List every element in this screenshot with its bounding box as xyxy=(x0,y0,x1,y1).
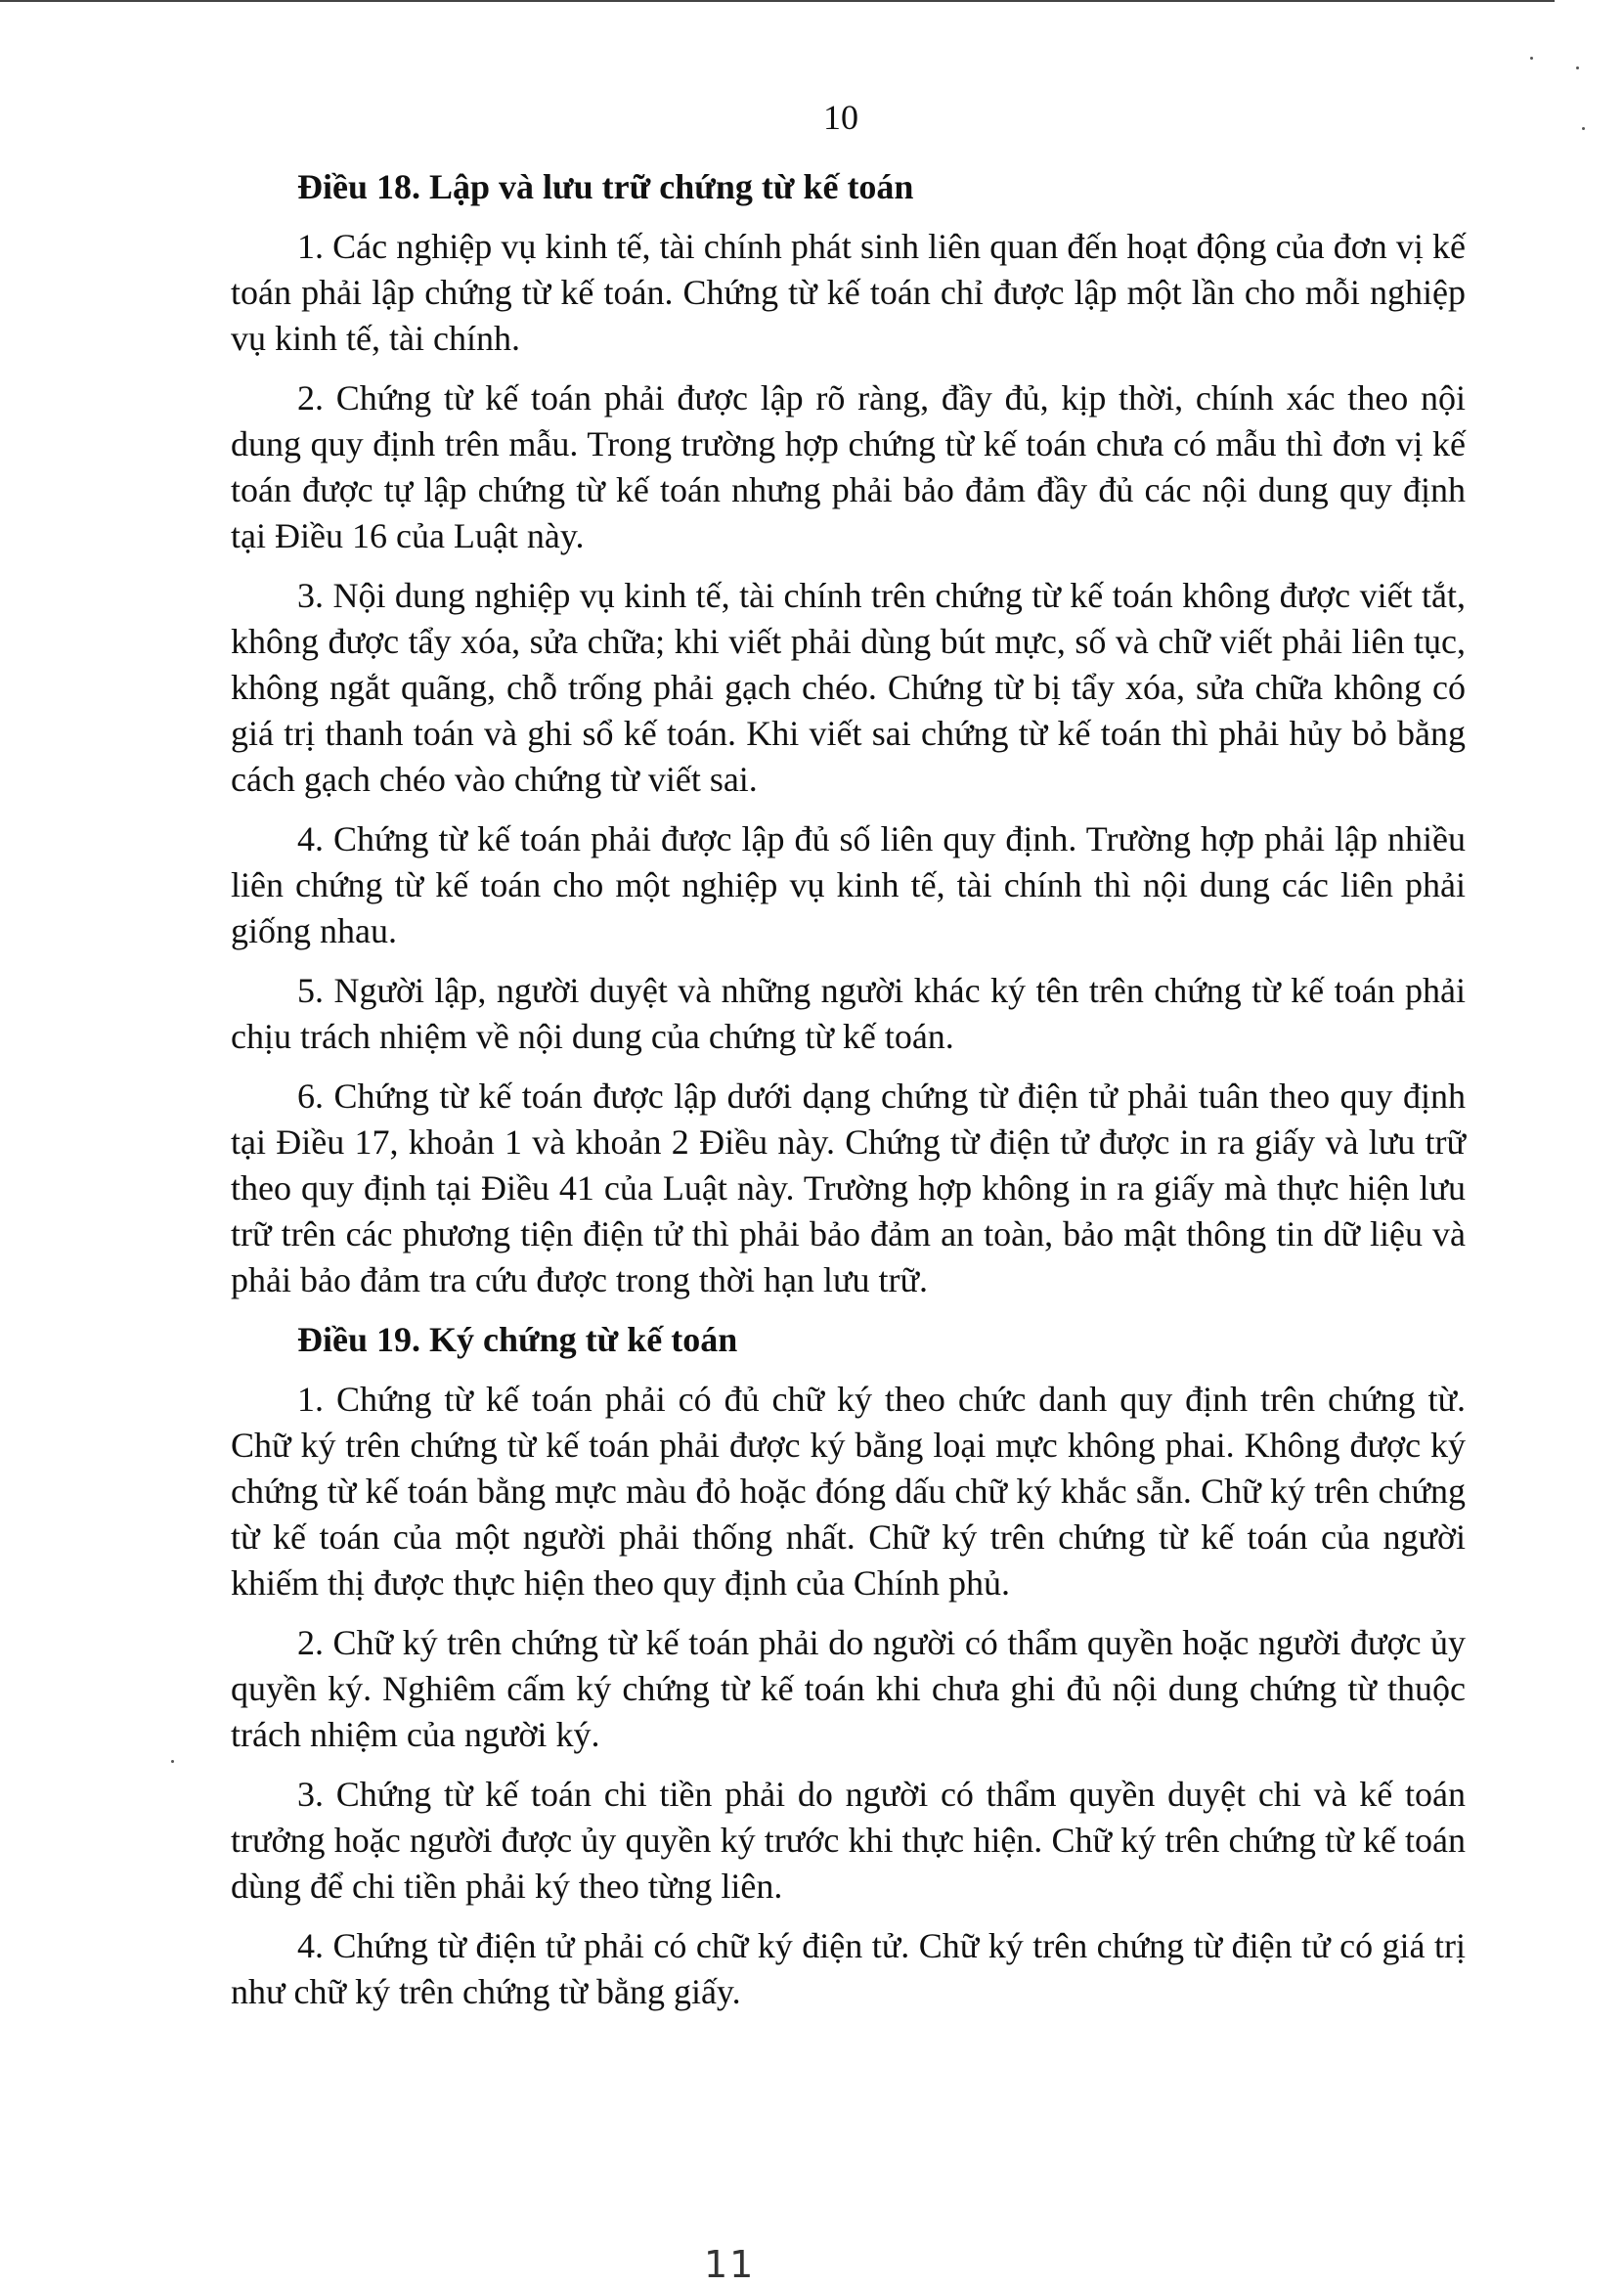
scan-speck xyxy=(1530,57,1533,60)
article-paragraph: 2. Chữ ký trên chứng từ kế toán phải do người có thẩm quyền hoặc người được ủy quyền ký. Nghiêm cấm ký chứng từ kế toán khi chưa ghi đủ nội dung chứng từ thuộc trách nhiệm của người ký. xyxy=(231,1623,1466,1754)
article-title: Điều 18. Lập và lưu trữ chứng từ kế toán xyxy=(297,167,914,206)
article-paragraph: 6. Chứng từ kế toán được lập dưới dạng chứng từ điện tử phải tuân theo quy định tại Điều 17, khoản 1 và khoản 2 Điều này. Chứng từ điện tử được in ra giấy và lưu trữ theo quy định tại Điều 41 của Luật này. Trường hợp không in ra giấy mà thực hiện lưu trữ trên các phương tiện điện tử thì phải bảo đảm an toàn, bảo mật thông tin dữ liệu và phải bảo đảm tra cứu được trong thời hạn lưu trữ. xyxy=(231,1077,1466,1299)
scan-speck xyxy=(1576,66,1579,69)
article-paragraph: 3. Nội dung nghiệp vụ kinh tế, tài chính trên chứng từ kế toán không được viết tắt, không được tẩy xóa, sửa chữa; khi viết phải dùng bút mực, số và chữ viết phải liên tục, không ngắt quãng, chỗ trống phải gạch chéo. Chứng từ bị tẩy xóa, sửa chữa không có giá trị thanh toán và ghi sổ kế toán. Khi viết sai chứng từ kế toán thì phải hủy bỏ bằng cách gạch chéo vào chứng từ viết sai. xyxy=(231,576,1466,799)
article-paragraph: 4. Chứng từ kế toán phải được lập đủ số liên quy định. Trường hợp phải lập nhiều liên chứng từ kế toán cho một nghiệp vụ kinh tế, tài chính thì nội dung các liên phải giống nhau. xyxy=(231,819,1466,950)
document-body xyxy=(231,164,1466,2029)
article-paragraph: 3. Chứng từ kế toán chi tiền phải do người có thẩm quyền duyệt chi và kế toán trưởng hoặc người được ủy quyền ký trước khi thực hiện. Chữ ký trên chứng từ kế toán dùng để chi tiền phải ký theo từng liên. xyxy=(231,1775,1466,1906)
article-19 xyxy=(231,1317,1466,2015)
handwritten-page-mark: 11 xyxy=(704,2243,756,2286)
page-number: 10 xyxy=(823,98,858,137)
article-paragraph: 5. Người lập, người duyệt và những người khác ký tên trên chứng từ kế toán phải chịu trách nhiệm về nội dung của chứng từ kế toán. xyxy=(231,971,1466,1056)
article-paragraph: 4. Chứng từ điện tử phải có chữ ký điện tử. Chữ ký trên chứng từ điện tử có giá trị như chữ ký trên chứng từ bằng giấy. xyxy=(231,1926,1466,2011)
article-18 xyxy=(231,164,1466,1303)
article-paragraph: 1. Các nghiệp vụ kinh tế, tài chính phát sinh liên quan đến hoạt động của đơn vị kế toán phải lập chứng từ kế toán. Chứng từ kế toán chỉ được lập một lần cho mỗi nghiệp vụ kinh tế, tài chính. xyxy=(231,227,1466,358)
article-paragraph: 1. Chứng từ kế toán phải có đủ chữ ký theo chức danh quy định trên chứng từ. Chữ ký trên chứng từ kế toán phải được ký bằng loại mực không phai. Không được ký chứng từ kế toán bằng mực màu đỏ hoặc đóng dấu chữ ký khắc sẵn. Chữ ký trên chứng từ kế toán của một người phải thống nhất. Chữ ký trên chứng từ kế toán của người khiếm thị được thực hiện theo quy định của Chính phủ. xyxy=(231,1380,1466,1603)
scan-edge-line xyxy=(0,0,1555,2)
scan-speck xyxy=(171,1760,174,1763)
article-paragraph: 2. Chứng từ kế toán phải được lập rõ ràng, đầy đủ, kịp thời, chính xác theo nội dung quy định trên mẫu. Trong trường hợp chứng từ kế toán chưa có mẫu thì đơn vị kế toán được tự lập chứng từ kế toán nhưng phải bảo đảm đầy đủ các nội dung quy định tại Điều 16 của Luật này. xyxy=(231,378,1466,555)
article-title: Điều 19. Ký chứng từ kế toán xyxy=(297,1320,738,1359)
